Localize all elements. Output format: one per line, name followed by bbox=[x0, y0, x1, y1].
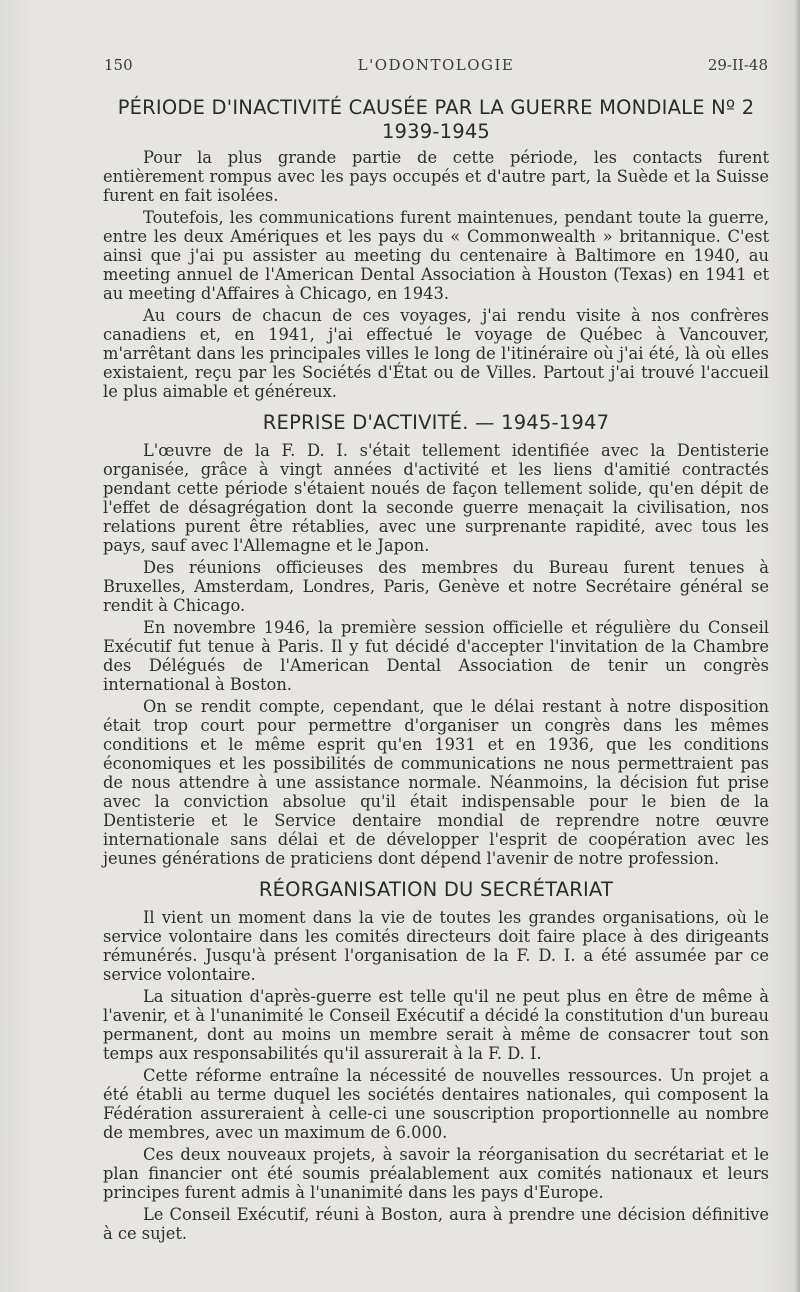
paragraph: Il vient un moment dans la vie de toutes les grandes organisations, où le service volontaire dans les comités directeurs doit faire place à des dirigeants rémunérés. Jusqu'à présent l'organisation de la F. D. I. a été assumée par ce service volontaire. bbox=[103, 908, 769, 984]
paragraph: Toutefois, les communications furent maintenues, pendant toute la guerre, entre les deux Amériques et les pays du « Commonwealth » britannique. C'est ainsi que j'ai pu assister au meeting du centenaire à Baltimore en 1940, au meeting annuel de l'American Dental Association à Houston (Texas) en 1941 et au meeting d'Affaires à Chicago, en 1943. bbox=[103, 208, 769, 303]
article-body bbox=[103, 96, 769, 1243]
running-header bbox=[104, 56, 768, 78]
paragraph: On se rendit compte, cependant, que le délai restant à notre disposition était trop court pour permettre d'organiser un congrès dans les mêmes conditions et le même esprit qu'en 1931 et en 1936, que les conditions économiques et les possibilités de communications ne nous permettraient pas de nous attendre à une assistance normale. Néanmoins, la décision fut prise avec la conviction absolue qu'il était indispensable pour le bien de la Dentisterie et le Service dentaire mondial de reprendre notre œuvre internationale sans délai et de développer l'esprit de coopération avec les jeunes générations de praticiens dont dépend l'avenir de notre profession. bbox=[103, 697, 769, 868]
section-heading: REPRISE D'ACTIVITÉ. — 1945-1947 bbox=[262, 411, 610, 434]
paragraph: Pour la plus grande partie de cette période, les contacts furent entièrement rompus avec les pays occupés et d'autre part, la Suède et la Suisse furent en fait isolées. bbox=[103, 148, 769, 205]
section-heading-line1: PÉRIODE D'INACTIVITÉ CAUSÉE PAR LA GUERRE MONDIALE Nº 2 bbox=[117, 96, 755, 119]
paragraph: Le Conseil Exécutif, réuni à Boston, aura à prendre une décision définitive à ce sujet. bbox=[103, 1205, 769, 1243]
section-heading-line2: 1939-1945 bbox=[381, 120, 491, 143]
issue-date: 29-II-48 bbox=[707, 56, 768, 74]
paragraph: Des réunions officieuses des membres du Bureau furent tenues à Bruxelles, Amsterdam, Londres, Paris, Genève et notre Secrétaire général se rendit à Chicago. bbox=[103, 558, 769, 615]
section-heading: RÉORGANISATION DU SECRÉTARIAT bbox=[258, 878, 614, 901]
paragraph: En novembre 1946, la première session officielle et régulière du Conseil Exécutif fut tenue à Paris. Il y fut décidé d'accepter l'invitation de la Chambre des Délégués de l'American Dental Association de tenir un congrès international à Boston. bbox=[103, 618, 769, 694]
page-edge-shadow bbox=[794, 0, 800, 1292]
paragraph: Au cours de chacun de ces voyages, j'ai rendu visite à nos confrères canadiens et, en 1941, j'ai effectué le voyage de Québec à Vancouver, m'arrêtant dans les principales villes le long de l'itinéraire où j'ai été, là où elles existaient, reçu par les Sociétés d'État ou de Villes. Partout j'ai trouvé l'accueil le plus aimable et généreux. bbox=[103, 306, 769, 401]
journal-title: L'ODONTOLOGIE bbox=[357, 56, 515, 74]
paragraph: La situation d'après-guerre est telle qu'il ne peut plus en être de même à l'avenir, et à l'unanimité le Conseil Exécutif a décidé la constitution d'un bureau permanent, dont au moins un membre serait à même de consacrer tout son temps aux responsabilités qu'il assurerait à la F. D. I. bbox=[103, 987, 769, 1063]
section-inactivity bbox=[103, 96, 769, 401]
paragraph: L'œuvre de la F. D. I. s'était tellement identifiée avec la Dentisterie organisée, grâce à vingt années d'activité et les liens d'amitié contractés pendant cette période s'étaient noués de façon tellement solide, qu'en dépit de l'effet de désagrégation dont la seconde guerre menaçait la civilisation, nos relations purent être rétablies, avec une surprenante rapidité, avec tous les pays, sauf avec l'Allemagne et le Japon. bbox=[103, 441, 769, 555]
section-heading bbox=[103, 96, 769, 144]
paragraph: Cette réforme entraîne la nécessité de nouvelles ressources. Un projet a été établi au terme duquel les sociétés dentaires nationales, qui composent la Fédération assureraient à celle-ci une souscription proportionnelle au nombre de membres, avec un maximum de 6.000. bbox=[103, 1066, 769, 1142]
page-number: 150 bbox=[104, 56, 133, 74]
section-reorganisation bbox=[103, 878, 769, 1243]
paragraph: Ces deux nouveaux projets, à savoir la réorganisation du secrétariat et le plan financier ont été soumis préalablement aux comités nationaux et leurs principes furent admis à l'unanimité dans les pays d'Europe. bbox=[103, 1145, 769, 1202]
section-resumption bbox=[103, 411, 769, 868]
